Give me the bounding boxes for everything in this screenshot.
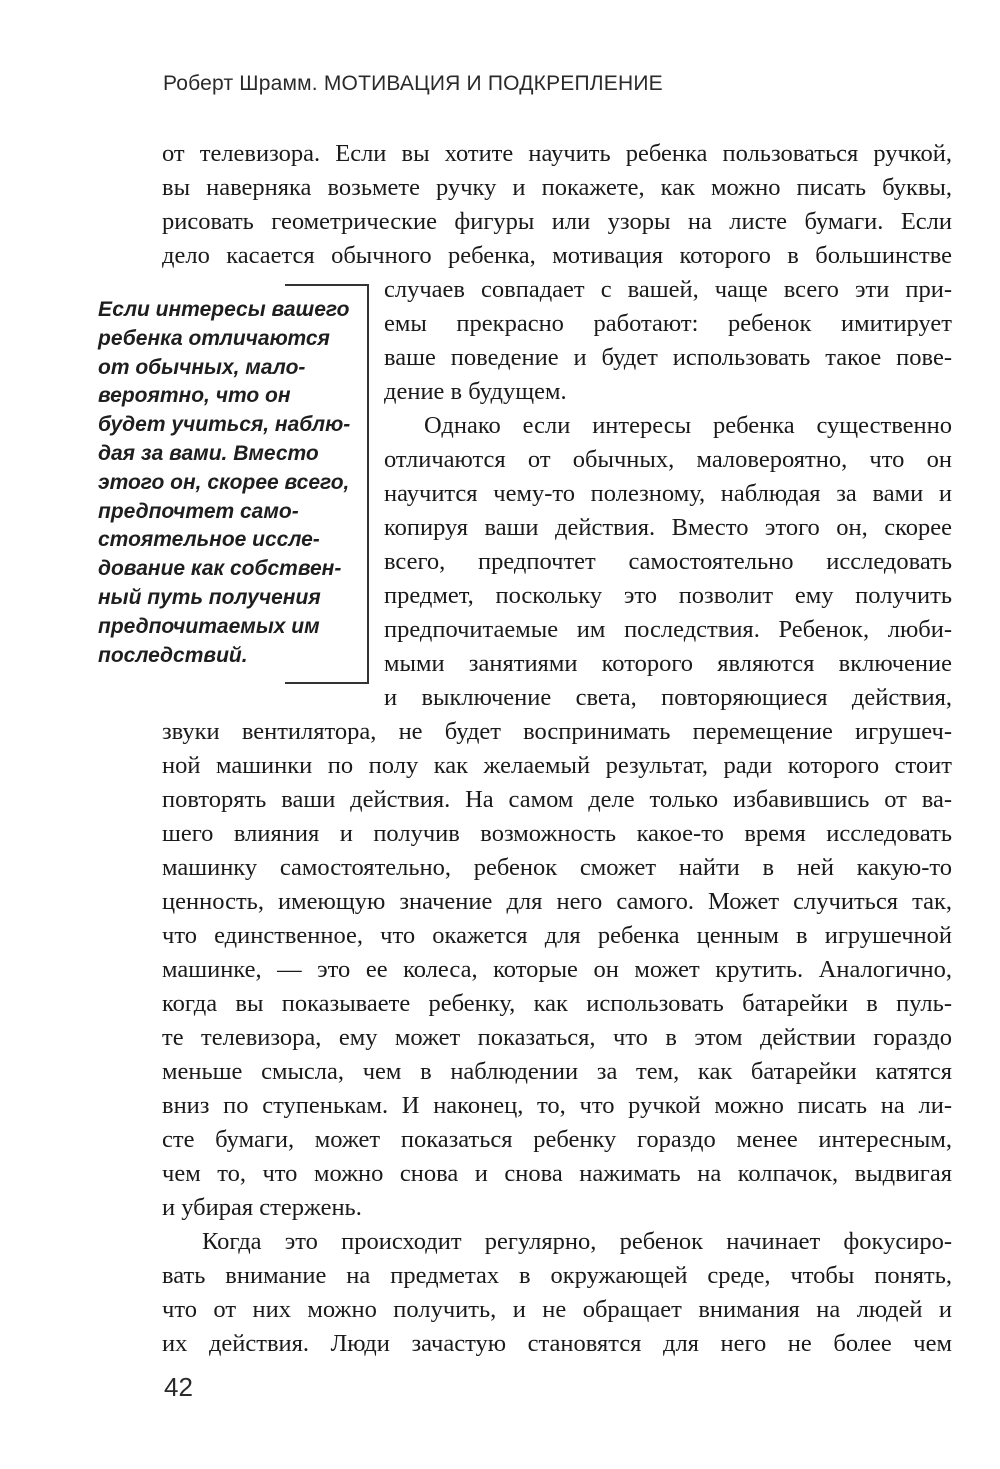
body-line: что от них можно получить, и не обращает внимания на людей и xyxy=(162,1296,952,1323)
body-line: предмет, поскольку это позволит ему получить xyxy=(384,582,952,609)
paragraph-start-line: Однако если интересы ребенка существенно xyxy=(424,412,952,439)
sidebar-line: предпочтет само- xyxy=(98,499,299,523)
sidebar-line: предпочитаемых им xyxy=(98,614,320,638)
body-line: ной машинки по полу как желаемый результат, ради которого стоит xyxy=(162,752,952,779)
running-head: Роберт Шрамм. МОТИВАЦИЯ И ПОДКРЕПЛЕНИЕ xyxy=(163,72,663,95)
body-line: вниз по ступенькам. И наконец, то, что ручкой можно писать на ли- xyxy=(162,1092,952,1119)
sidebar-line: дая за вами. Вместо xyxy=(98,441,319,465)
sidebar-line: стоятельное иссле- xyxy=(98,528,320,552)
body-line: мыми занятиями которого являются включение xyxy=(384,650,952,677)
sidebar-line: ный путь получения xyxy=(98,585,321,609)
body-line: дение в будущем. xyxy=(384,378,567,405)
sidebar-line: от обычных, мало- xyxy=(98,355,306,379)
body-line: ценность, имеющую значение для него самого. Может случиться так, xyxy=(162,888,952,915)
body-line: предпочитаемые им последствия. Ребенок, люби- xyxy=(384,616,952,643)
body-line: всего, предпочтет самостоятельно исследовать xyxy=(384,548,952,575)
body-line: их действия. Люди зачастую становятся для него не более чем xyxy=(162,1330,952,1357)
body-line: меньше смысла, чем в наблюдении за тем, как батарейки катятся xyxy=(162,1058,952,1085)
body-line: случаев совпадает с вашей, чаще всего эти при- xyxy=(384,276,952,303)
body-line: и убирая стержень. xyxy=(162,1194,362,1221)
body-line: рисовать геометрические фигуры или узоры на листе бумаги. Если xyxy=(162,208,952,235)
body-line: когда вы показываете ребенку, как использовать батарейки в пуль- xyxy=(162,990,952,1017)
sidebar-pull-quote xyxy=(98,296,351,670)
sidebar-line: Если интересы вашего xyxy=(98,298,350,321)
body-line: емы прекрасно работают: ребенок имитирует xyxy=(384,310,952,337)
paragraph-start-line: Когда это происходит регулярно, ребенок начинает фокусиро- xyxy=(202,1228,952,1255)
sidebar-line: последствий. xyxy=(98,643,248,667)
body-line: ваше поведение и будет использовать такое пове- xyxy=(384,344,952,371)
sidebar-line: ребенка отличаются xyxy=(98,326,330,350)
body-line: научится чему-то полезному, наблюдая за вами и xyxy=(384,480,952,507)
body-line: отличаются от обычных, маловероятно, что он xyxy=(384,446,952,473)
body-line: копируя ваши действия. Вместо этого он, скорее xyxy=(384,514,952,541)
body-line: машинке, — это ее колеса, которые он может крутить. Аналогично, xyxy=(162,956,952,983)
body-line: и выключение света, повторяющиеся действия, xyxy=(384,684,952,711)
body-line: сте бумаги, может показаться ребенку гораздо менее интересным, xyxy=(162,1126,952,1153)
body-line: вы наверняка возьмете ручку и покажете, как можно писать буквы, xyxy=(162,174,952,201)
body-line: что единственное, что окажется для ребенка ценным в игрушечной xyxy=(162,922,952,949)
body-line: от телевизора. Если вы хотите научить ребенка пользоваться ручкой, xyxy=(162,140,952,167)
sidebar-line: этого он, скорее всего, xyxy=(98,470,350,494)
body-line: шего влияния и получив возможность какое-то время исследовать xyxy=(162,820,952,847)
body-line: те телевизора, ему может показаться, что в этом действии гораздо xyxy=(162,1024,952,1051)
body-line: повторять ваши действия. На самом деле только избавившись от ва- xyxy=(162,786,952,813)
body-line: звуки вентилятора, не будет воспринимать перемещение игрушеч- xyxy=(162,718,952,745)
sidebar-line: дование как собствен- xyxy=(98,557,342,581)
body-line: вать внимание на предметах в окружающей среде, чтобы понять, xyxy=(162,1262,952,1289)
sidebar-line: будет учиться, наблю- xyxy=(98,413,351,437)
body-line: дело касается обычного ребенка, мотивация которого в большинстве xyxy=(162,242,952,269)
body-line: машинку самостоятельно, ребенок сможет найти в ней какую-то xyxy=(162,854,952,881)
page-number: 42 xyxy=(164,1372,193,1402)
sidebar-line: вероятно, что он xyxy=(98,384,291,408)
body-line: чем то, что можно снова и снова нажимать на колпачок, выдвигая xyxy=(162,1160,952,1187)
